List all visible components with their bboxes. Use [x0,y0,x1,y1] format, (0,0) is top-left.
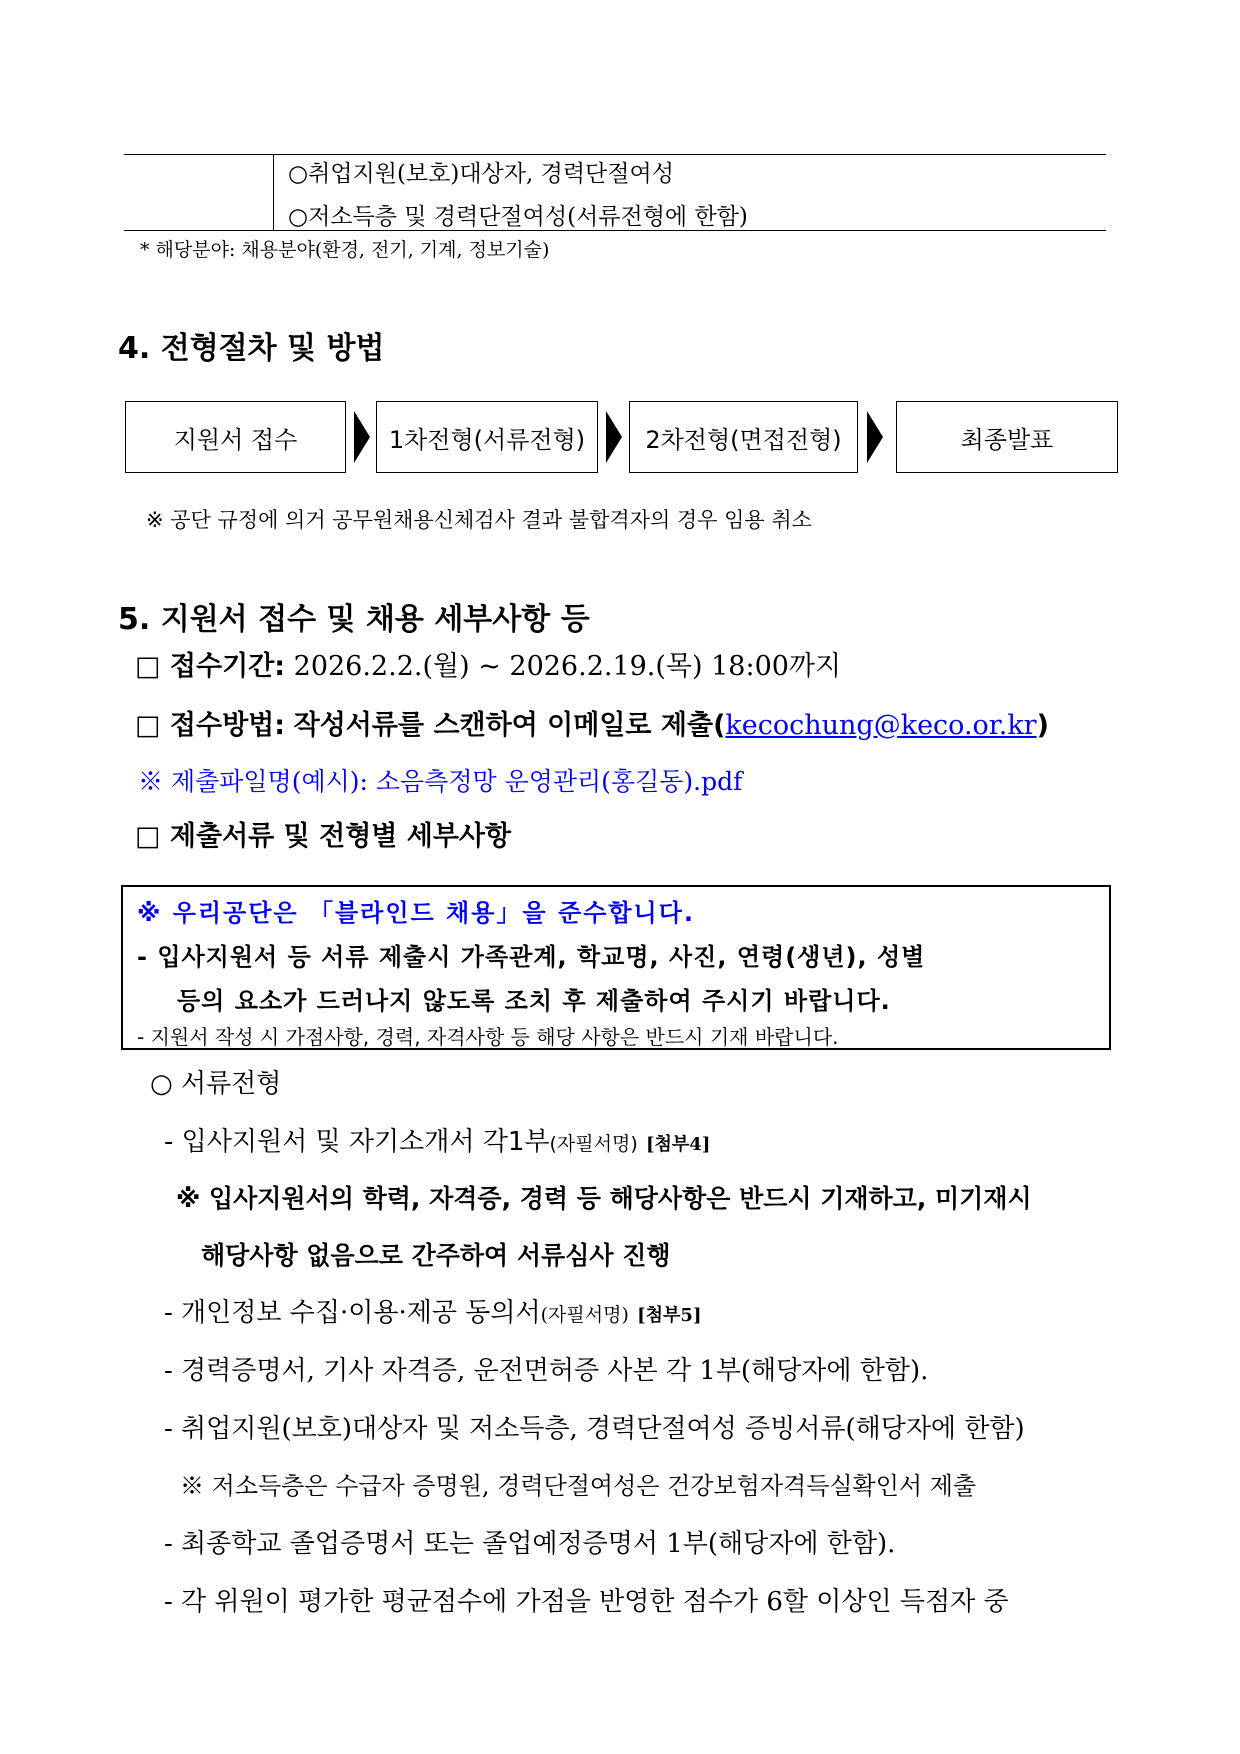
screening-item-2 [164,1292,701,1329]
screening-item-5: - 최종학교 졸업증명서 또는 졸업예정증명서 1부(해당자에 한함). [164,1529,896,1559]
item2-small: (자필서명) [540,1304,629,1326]
screening-item-3: - 경력증명서, 기사 자격증, 운전면허증 사본 각 1부(해당자에 한함). [164,1356,929,1386]
period-value: 2026.2.2.(월) ~ 2026.2.19.(목) 18:00까지 [293,651,842,682]
notice-line-4: - 지원서 작성 시 가점사항, 경력, 자격사항 등 해당 사항은 반드시 기재 바랍니다. [137,1025,839,1049]
blind-recruitment-notice [121,885,1111,1050]
screening-item-1 [164,1121,710,1158]
section4-title: 4. 전형절차 및 방법 [118,331,385,366]
notice-line-2: - 입사지원서 등 서류 제출시 가족관계, 학교명, 사진, 연령(생년), 성별 [137,943,926,971]
email-link[interactable]: kecochung@keco.or.kr [725,710,1037,741]
notice-line-3: 등의 요소가 드러나지 않도록 조치 후 제출하여 주시기 바랍니다. [177,987,891,1015]
item1-tag: [첨부4] [646,1134,711,1155]
filename-note: ※ 제출파일명(예시): 소음측정망 운영관리(홍길동).pdf [138,767,743,796]
arrow-right-icon [604,411,624,463]
table-column-divider [273,154,274,231]
screening-note-1-line-1: ※ 입사지원서의 학력, 자격증, 경력 등 해당사항은 반드시 기재하고, 미기재시 [176,1184,1032,1213]
arrow-right-icon [865,411,885,463]
table-footnote: * 해당분야: 채용분야(환경, 전기, 기계, 정보기술) [140,239,550,261]
screening-item-6: - 각 위원이 평가한 평균점수에 가점을 반영한 점수가 6할 이상인 득점자 중 [164,1587,1009,1617]
application-method [135,703,1049,742]
item2-tag: [첨부5] [637,1305,702,1326]
notice-line-1: ※ 우리공단은 「블라인드 채용」을 준수합니다. [137,899,695,927]
screening-note-2: ※ 저소득층은 수급자 증명원, 경력단절여성은 건강보험자격득실확인서 제출 [180,1472,977,1500]
item1-main: - 입사지원서 및 자기소개서 각1부 [164,1127,550,1157]
screening-heading: ○ 서류전형 [150,1069,282,1099]
period-label: □ 접수기간: [135,651,286,682]
arrow-right-icon [352,411,372,463]
application-period [135,644,841,683]
item1-small: (자필서명) [549,1133,638,1155]
section5-title: 5. 지원서 접수 및 채용 세부사항 등 [118,602,590,637]
screening-item-4: - 취업지원(보호)대상자 및 저소득층, 경력단절여성 증빙서류(해당자에 한함) [164,1414,1025,1444]
step-application: 지원서 접수 [125,401,346,473]
step-second-screening: 2차전형(면접전형) [629,401,858,473]
step-final-announcement: 최종발표 [896,401,1118,473]
method-value: 작성서류를 스캔하여 이메일로 제출( [293,710,726,741]
table-row-2: ○저소득층 및 경력단절여성(서류전형에 한함) [288,204,748,230]
item2-main: - 개인정보 수집·이용·제공 동의서 [164,1298,541,1328]
method-close: ) [1036,710,1049,741]
documents-heading: □ 제출서류 및 전형별 세부사항 [135,821,512,852]
table-row-1: ○취업지원(보호)대상자, 경력단절여성 [288,161,674,187]
step-first-screening: 1차전형(서류전형) [376,401,598,473]
screening-note-1-line-2: 해당사항 없음으로 간주하여 서류심사 진행 [201,1241,671,1270]
method-label: □ 접수방법: [135,710,286,741]
section4-note: ※ 공단 규정에 의거 공무원채용신체검사 결과 불합격자의 경우 임용 취소 [146,508,812,532]
